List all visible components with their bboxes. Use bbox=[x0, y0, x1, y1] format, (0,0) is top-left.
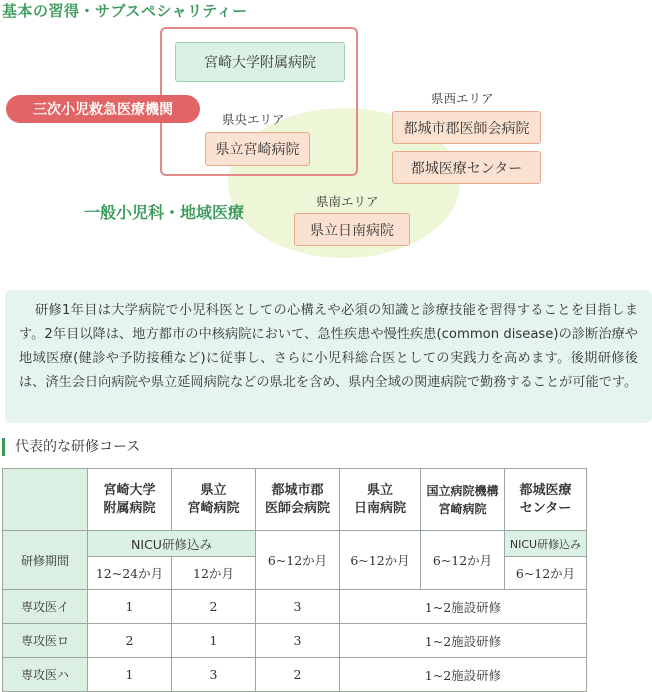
period-row-nicu bbox=[3, 531, 587, 557]
table-cell: 3 bbox=[172, 658, 256, 692]
header-hospital-5: 国立病院機構 宮崎病院 bbox=[421, 469, 505, 531]
south-hospital-box bbox=[294, 213, 410, 246]
table-row bbox=[3, 624, 587, 658]
nicu-cell: NICU研修込み bbox=[88, 531, 256, 557]
table-cell-note: 1~2施設研修 bbox=[340, 590, 587, 624]
west-hospital-label-2: 都城医療センター bbox=[410, 160, 523, 177]
table-cell-note: 1~2施設研修 bbox=[340, 624, 587, 658]
header-hospital-4: 県立 日南病院 bbox=[340, 469, 421, 531]
row-label: 専攻医イ bbox=[3, 590, 88, 624]
central-area-label: 県央エリア bbox=[222, 112, 285, 127]
period-cell-4: 6~12か月 bbox=[340, 531, 421, 590]
general-pediatrics-label: 一般小児科・地域医療 bbox=[84, 203, 245, 222]
south-area-label: 県南エリア bbox=[316, 194, 379, 209]
section-title: 基本の習得・サブスペシャリティー bbox=[2, 2, 248, 20]
row-label: 専攻医ロ bbox=[3, 624, 88, 658]
program-description: 研修1年目は大学病院で小児科医としての心構えや必須の知識と診療技能を習得することを目指します。2年目以降は、地方都市の中核病院において、急性疾患や慢性疾患(common disease)の診断治療や地域医療(健診や予防接種など)に従事し、さらに小児科総合医としての実践力を高めます。後期研修後は、済生会日向病院や県立延岡病院などの県北を含め、県内全域の関連病院で勤務することが可能です。 bbox=[5, 290, 652, 423]
west-hospital-box-1 bbox=[392, 111, 541, 144]
nicu-cell-small: NICU研修込み bbox=[505, 531, 587, 557]
table-cell: 1 bbox=[88, 590, 172, 624]
period-cell-5: 6~12か月 bbox=[421, 531, 505, 590]
university-hospital-box bbox=[175, 42, 345, 82]
period-row-label: 研修期間 bbox=[3, 531, 88, 590]
period-cell-2: 12か月 bbox=[172, 557, 256, 590]
header-hospital-3: 都城市郡 医師会病院 bbox=[256, 469, 340, 531]
header-hospital-2: 県立 宮崎病院 bbox=[172, 469, 256, 531]
period-cell-6: 6~12か月 bbox=[505, 557, 587, 590]
table-row bbox=[3, 590, 587, 624]
header-corner bbox=[3, 469, 88, 531]
table-cell: 1 bbox=[172, 624, 256, 658]
course-heading: 代表的な研修コース bbox=[2, 438, 140, 456]
west-hospital-label-1: 都城市郡医師会病院 bbox=[403, 120, 530, 137]
west-area-label: 県西エリア bbox=[431, 91, 494, 106]
row-label: 専攻医ハ bbox=[3, 658, 88, 692]
west-hospital-box-2 bbox=[392, 151, 541, 184]
header-hospital-6: 都城医療 センター bbox=[505, 469, 587, 531]
table-header-row bbox=[3, 469, 587, 531]
central-hospital-box bbox=[205, 132, 310, 166]
training-course-table bbox=[2, 468, 587, 692]
central-hospital-label: 県立宮崎病院 bbox=[215, 142, 300, 158]
table-cell: 1 bbox=[88, 658, 172, 692]
period-cell-1: 12~24か月 bbox=[88, 557, 172, 590]
tertiary-badge: 三次小児救急医療機関 bbox=[6, 95, 200, 123]
table-cell: 2 bbox=[88, 624, 172, 658]
table-cell: 3 bbox=[256, 590, 340, 624]
university-hospital-label: 宮崎大学附属病院 bbox=[204, 55, 316, 71]
header-hospital-1: 宮崎大学 附属病院 bbox=[88, 469, 172, 531]
table-cell: 2 bbox=[256, 658, 340, 692]
period-cell-3: 6~12か月 bbox=[256, 531, 340, 590]
table-cell: 2 bbox=[172, 590, 256, 624]
south-hospital-label: 県立日南病院 bbox=[310, 222, 394, 239]
table-cell-note: 1~2施設研修 bbox=[340, 658, 587, 692]
table-row bbox=[3, 658, 587, 692]
table-cell: 3 bbox=[256, 624, 340, 658]
